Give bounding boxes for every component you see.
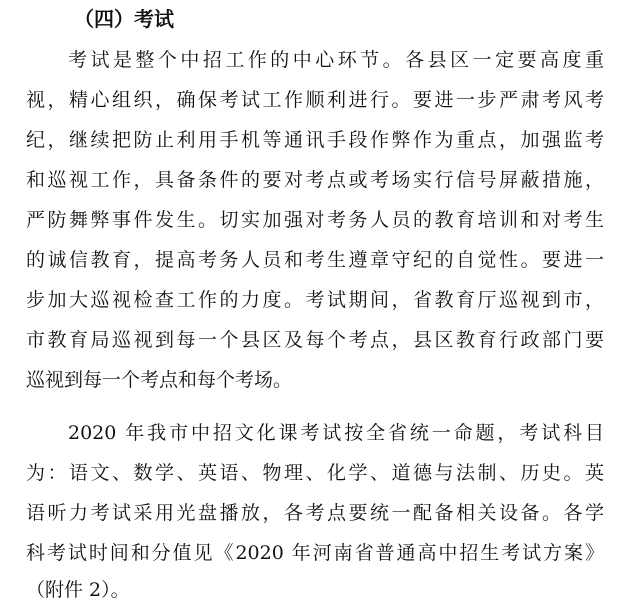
paragraph-1-line-5: 严防舞弊事件发生。切实加强对考务人员的教育培训和对考生 — [26, 209, 604, 231]
section-heading: （四）考试 — [74, 7, 174, 31]
paragraph-1-line-7: 步加大巡视检查工作的力度。考试期间，省教育厅巡视到市， — [26, 289, 604, 311]
paragraph-1-line-9: 巡视到每一个考点和每个考场。 — [26, 369, 293, 391]
paragraph-1-line-2: 视，精心组织，确保考试工作顺利进行。要进一步严肃考风考 — [26, 89, 604, 111]
paragraph-2-line-4: 科考试时间和分值见《2020 年河南省普通高中招生考试方案》 — [26, 542, 604, 564]
paragraph-2-line-2: 为：语文、数学、英语、物理、化学、道德与法制、历史。英 — [26, 462, 604, 484]
paragraph-1-line-1: 考试是整个中招工作的中心环节。各县区一定要高度重 — [68, 49, 604, 71]
paragraph-2-line-3: 语听力考试采用光盘播放，各考点要统一配备相关设备。各学 — [26, 502, 604, 524]
paragraph-2-line-1: 2020 年我市中招文化课考试按全省统一命题，考试科目 — [68, 422, 604, 444]
paragraph-1-line-3: 纪，继续把防止利用手机等通讯手段作弊作为重点，加强监考 — [26, 129, 604, 151]
paragraph-1-line-4: 和巡视工作，具备条件的要对考点或考场实行信号屏蔽措施， — [26, 169, 604, 191]
paragraph-1-line-6: 的诚信教育，提高考务人员和考生遵章守纪的自觉性。要进一 — [26, 249, 604, 271]
paragraph-1-line-8: 市教育局巡视到每一个县区及每个考点，县区教育行政部门要 — [26, 329, 604, 351]
paragraph-2-line-5: （附件 2）。 — [26, 579, 130, 601]
